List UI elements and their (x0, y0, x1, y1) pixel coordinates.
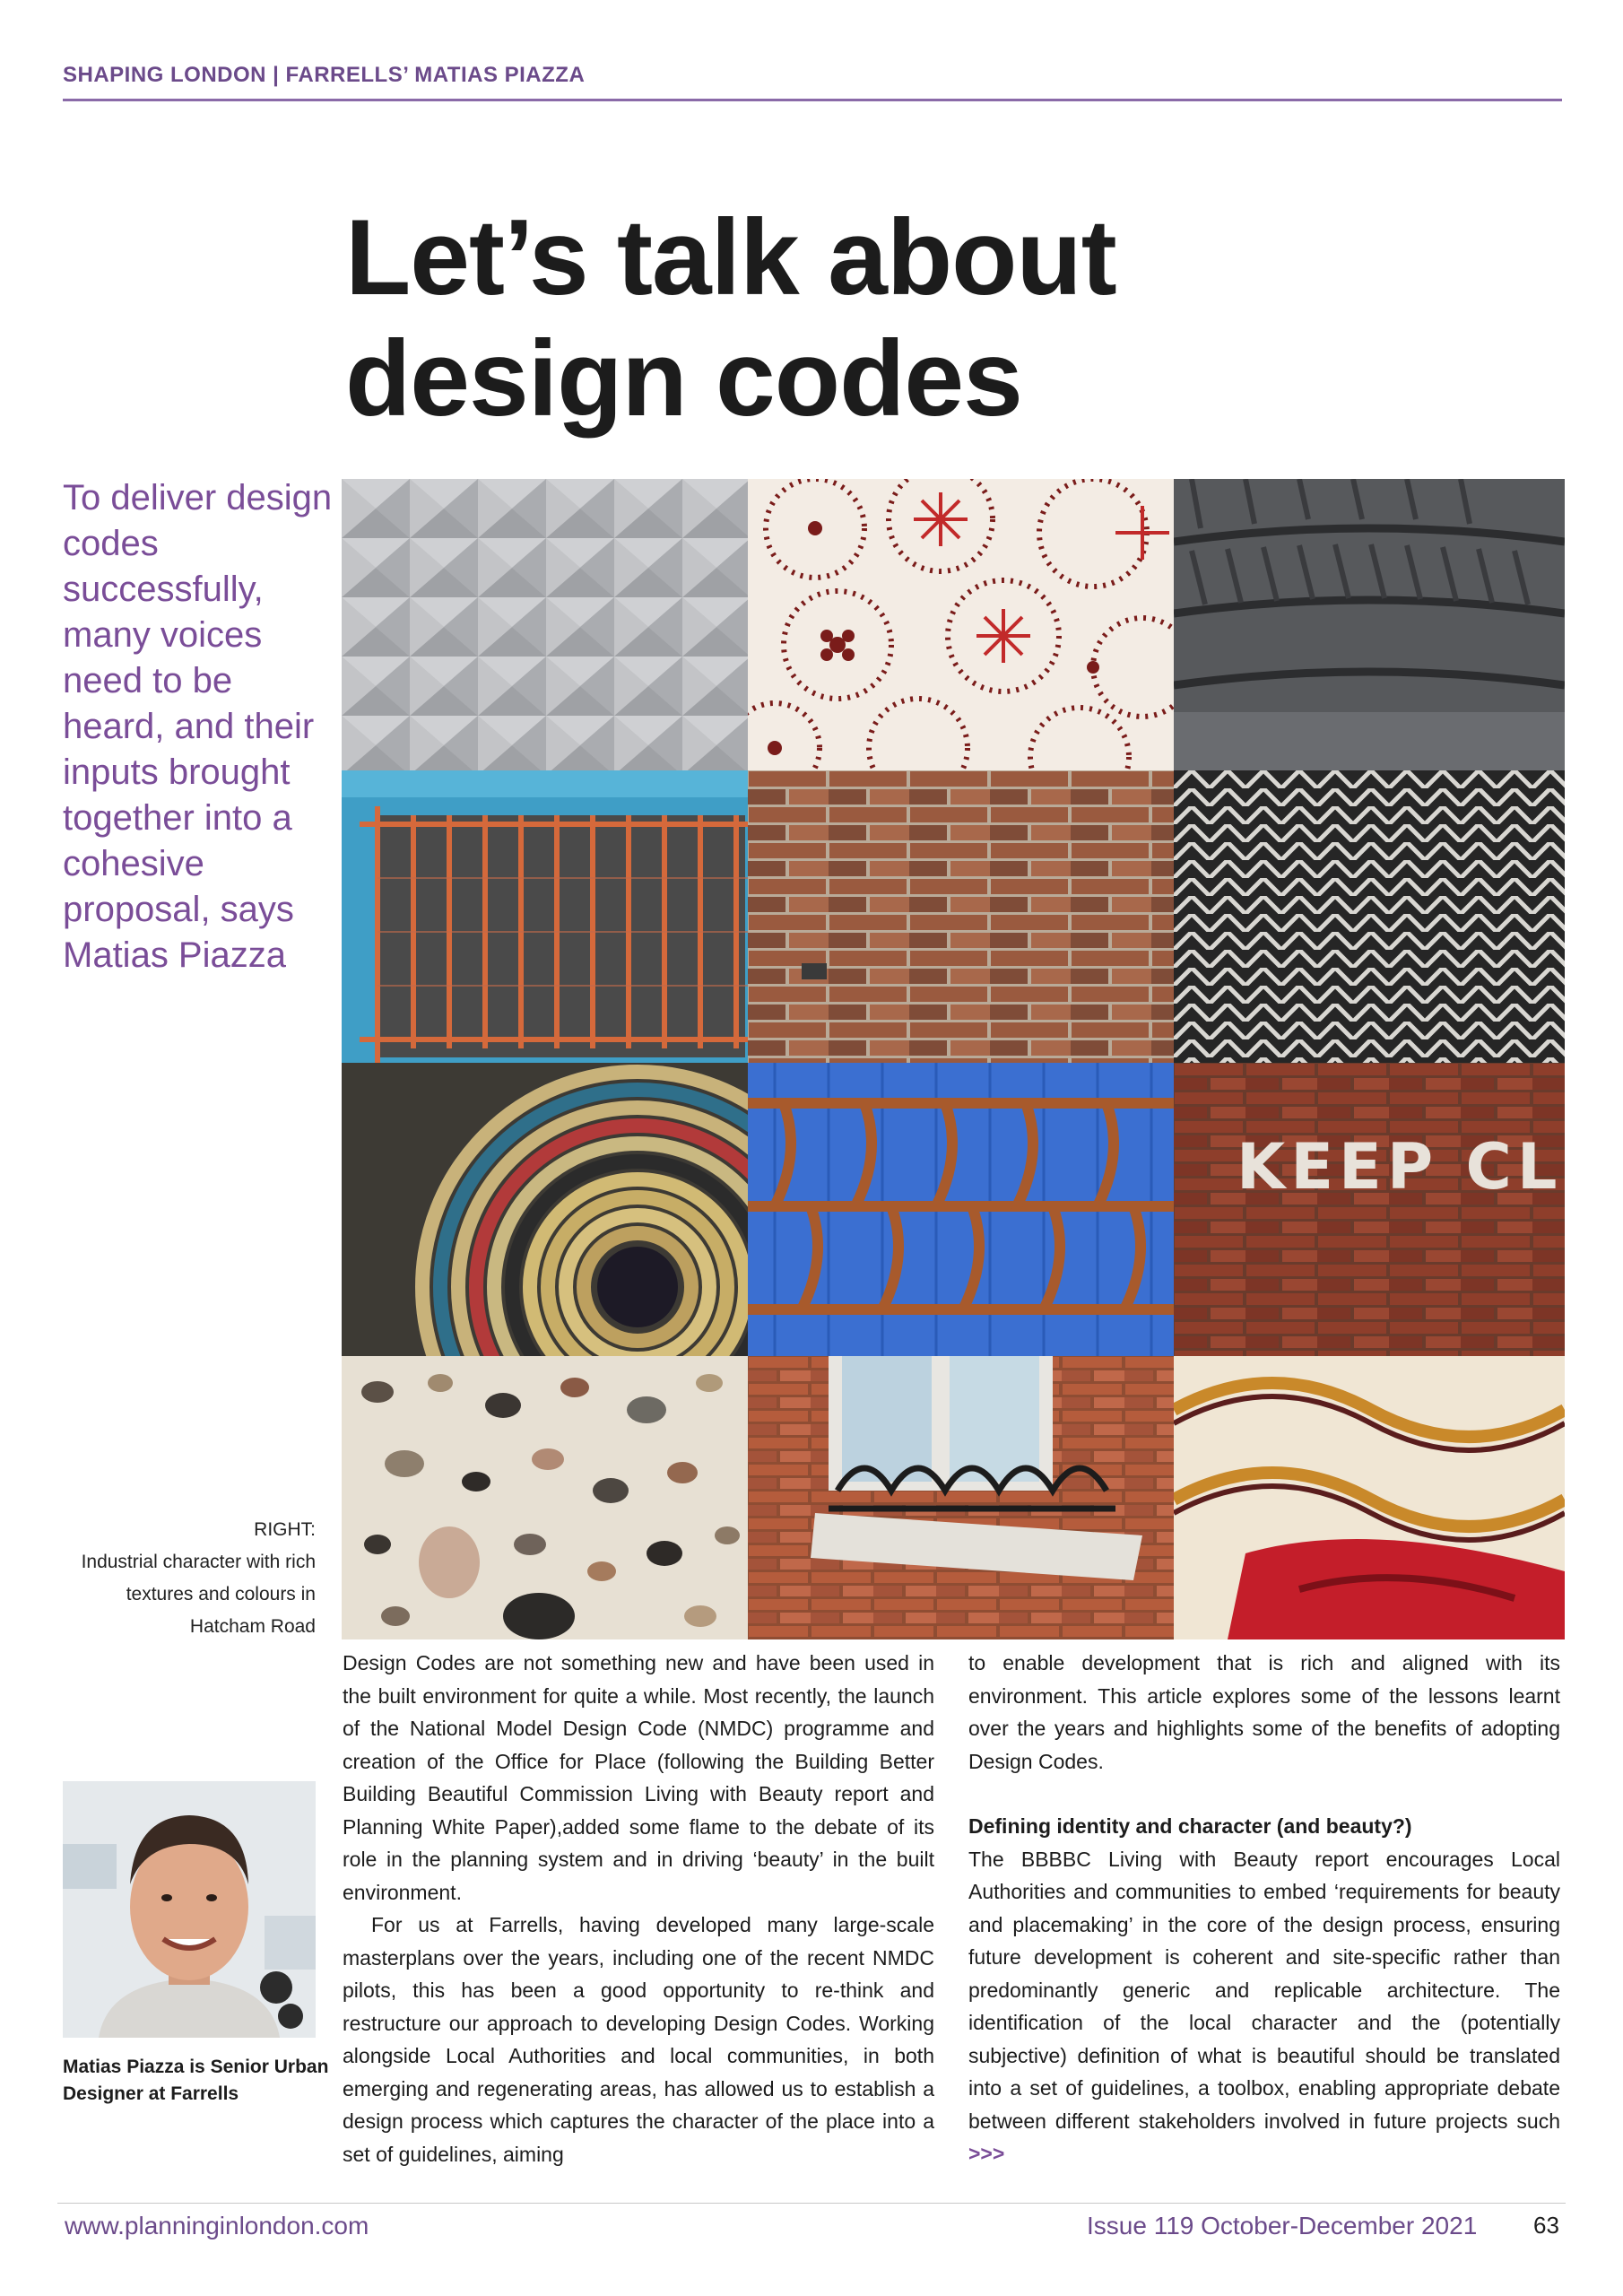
header-rule (63, 99, 1562, 101)
painted-sign-text: KEEP CL (1237, 1130, 1563, 1204)
page-number: 63 (1533, 2212, 1559, 2239)
section-subhead: Defining identity and character (and beauty?) (968, 1814, 1412, 1838)
tile-painted-brick-sign (1174, 1063, 1565, 1356)
body-paragraph-4-text: The BBBBC Living with Beauty report encourages Local Authorities and communities to embed ‘requirements for beauty and placemaking’ in the core of the design process, ensuring future development is coherent and site-specific rather than predominantly generic and replicable architecture. The identification of the local character and the (potentially subjective) definition of what is beautiful should be translated into a set of guidelines, a toolbox, enabling appropriate debate between different stakeholders involved in future projects such (968, 1847, 1560, 2133)
tile-balcony-railing (748, 1356, 1174, 1639)
tile-brick-wall (748, 770, 1174, 1063)
headline-line-1: Let’s talk about (345, 197, 1116, 317)
tile-orange-window-grille (342, 770, 748, 1063)
author-bio: Matias Piazza is Senior Urban Designer at Farrells (63, 2057, 329, 2104)
footer-rule (57, 2203, 1566, 2204)
body-column-2 (968, 1647, 1560, 2170)
continued-arrow-link[interactable]: >>> (968, 2142, 1005, 2165)
article-headline (345, 197, 1116, 439)
caption-label: RIGHT: (254, 1519, 316, 1540)
body-paragraph-2: For us at Farrells, having developed many large-scale masterplans over the years, including one of the recent NMDC pilots, this has been a good opportunity to re-think and restructure our approach to developing Design Codes. Working alongside Local Authorities and local communities, in both emerging and regenerating areas, has allowed us to establish a design process which captures the character of the place into a set of guidelines, aiming (343, 1913, 934, 2166)
standfirst: To deliver design codes successfully, many voices need to be heard, and their inputs brought together into a cohesive proposal, says Matias Piazza (63, 478, 333, 975)
tile-red-dot-pattern-fabric (748, 479, 1174, 770)
texture-photo-mosaic (342, 479, 1565, 1639)
running-header: SHAPING LONDON | FARRELLS’ MATIAS PIAZZA (63, 63, 586, 87)
tile-rusted-metal-screen (748, 1063, 1174, 1356)
footer-issue: Issue 119 October-December 2021 (1087, 2212, 1478, 2239)
tile-concrete-pyramid-panel (342, 479, 748, 770)
tile-coiled-baskets (342, 1063, 748, 1356)
body-paragraph-1: Design Codes are not something new and have been used in the built environment for quite a while. Most recently, the launch of the National Model Design Code (NMDC) programme and creation of the Office for Place (following the Building Better Building Beautiful Commission Living with Beauty report and Planning White Paper),added some flame to the debate of its role in the planning system and in driving ‘beauty’ in the built environment. (343, 1651, 934, 1904)
headline-line-2: design codes (345, 318, 1022, 439)
body-column-1 (343, 1647, 934, 2170)
body-paragraph-4 (968, 1843, 1560, 2170)
author-photo (63, 1781, 316, 2038)
tile-tyre-tread (1174, 479, 1565, 770)
photo-caption (54, 1514, 316, 1643)
tile-patterned-textile (1174, 1356, 1565, 1639)
caption-text: Industrial character with rich textures and colours in Hatcham Road (81, 1552, 316, 1637)
tile-terrazzo-aggregate (342, 1356, 748, 1639)
footer-website-link[interactable]: www.planninginlondon.com (65, 2212, 369, 2239)
body-paragraph-3: to enable development that is rich and aligned with its environment. This article explores some of the lessons learnt over the years and highlights some of the benefits of adopting Design Codes. (968, 1651, 1560, 1773)
tile-herringbone-weave (1174, 770, 1565, 1063)
